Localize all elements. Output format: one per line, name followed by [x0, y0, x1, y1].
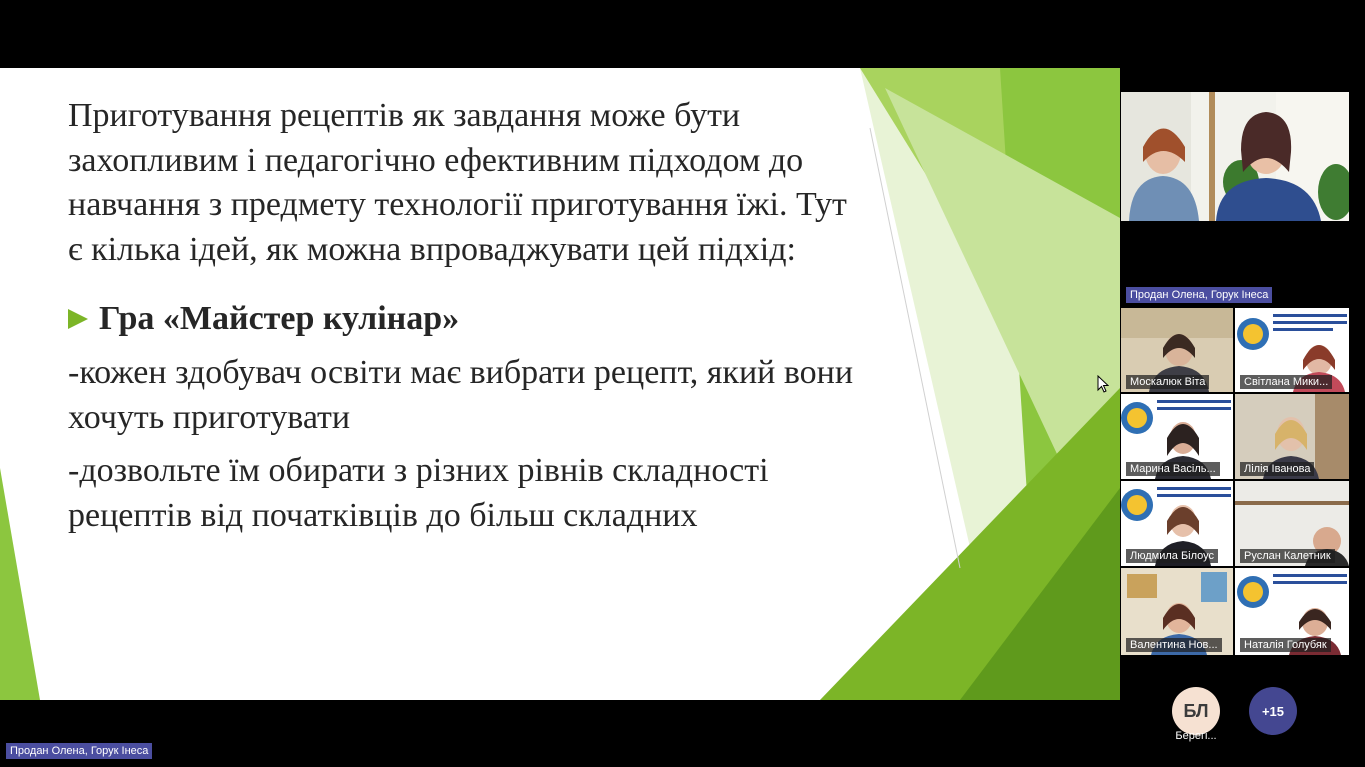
participant-name: Лілія Іванова [1240, 462, 1314, 476]
speaker-name-label: Продан Олена, Горук Інеса [1126, 287, 1272, 303]
participant-name: Руслан Калетник [1240, 549, 1335, 563]
bullet-title: Гра «Майстер кулінар» [99, 300, 460, 337]
mouse-cursor-icon [1097, 375, 1109, 393]
participant-tile[interactable] [1235, 481, 1349, 566]
participant-name: Світлана Мики... [1240, 375, 1332, 389]
participant-tile[interactable] [1235, 568, 1349, 655]
shared-slide [0, 68, 1120, 700]
participant-name: Москалюк Віта [1126, 375, 1209, 389]
participant-name: Людмила Білоус [1126, 549, 1218, 563]
participant-tile[interactable] [1235, 394, 1349, 479]
slide-intro-text: Приготування рецептів як завдання може бути захопливим і педагогічно ефективним підходом до навчання з предмету технології приготування їжі. Тут є кілька ідей, як можна впроваджувати цей підхід: [68, 97, 847, 268]
bullet-triangle-icon [68, 309, 88, 329]
participant-tile[interactable] [1121, 394, 1233, 479]
participant-name: Марина Васіль... [1126, 462, 1220, 476]
speaker-video-tile[interactable] [1121, 92, 1349, 221]
participant-tile[interactable] [1121, 568, 1233, 655]
participant-tile[interactable] [1235, 308, 1349, 392]
more-participants-button[interactable]: +15 [1249, 687, 1297, 735]
participant-tile[interactable] [1121, 308, 1233, 392]
sub-point: -дозвольте їм обирати з різних рівнів складності рецептів від початківців до більш складних [68, 452, 769, 534]
participant-tile[interactable] [1121, 481, 1233, 566]
avatar-name: Берегі... [1175, 730, 1217, 742]
slide-bullet [68, 300, 868, 338]
participant-name: Наталія Голубяк [1240, 638, 1331, 652]
presenter-label: Продан Олена, Горук Інеса [6, 743, 152, 759]
sub-point: -кожен здобувач освіти має вибрати рецепт, який вони хочуть приготувати [68, 354, 854, 436]
speaker-video-image [1121, 92, 1349, 221]
participant-avatar[interactable]: БЛ [1172, 687, 1220, 735]
participant-name: Валентина Нов... [1126, 638, 1222, 652]
